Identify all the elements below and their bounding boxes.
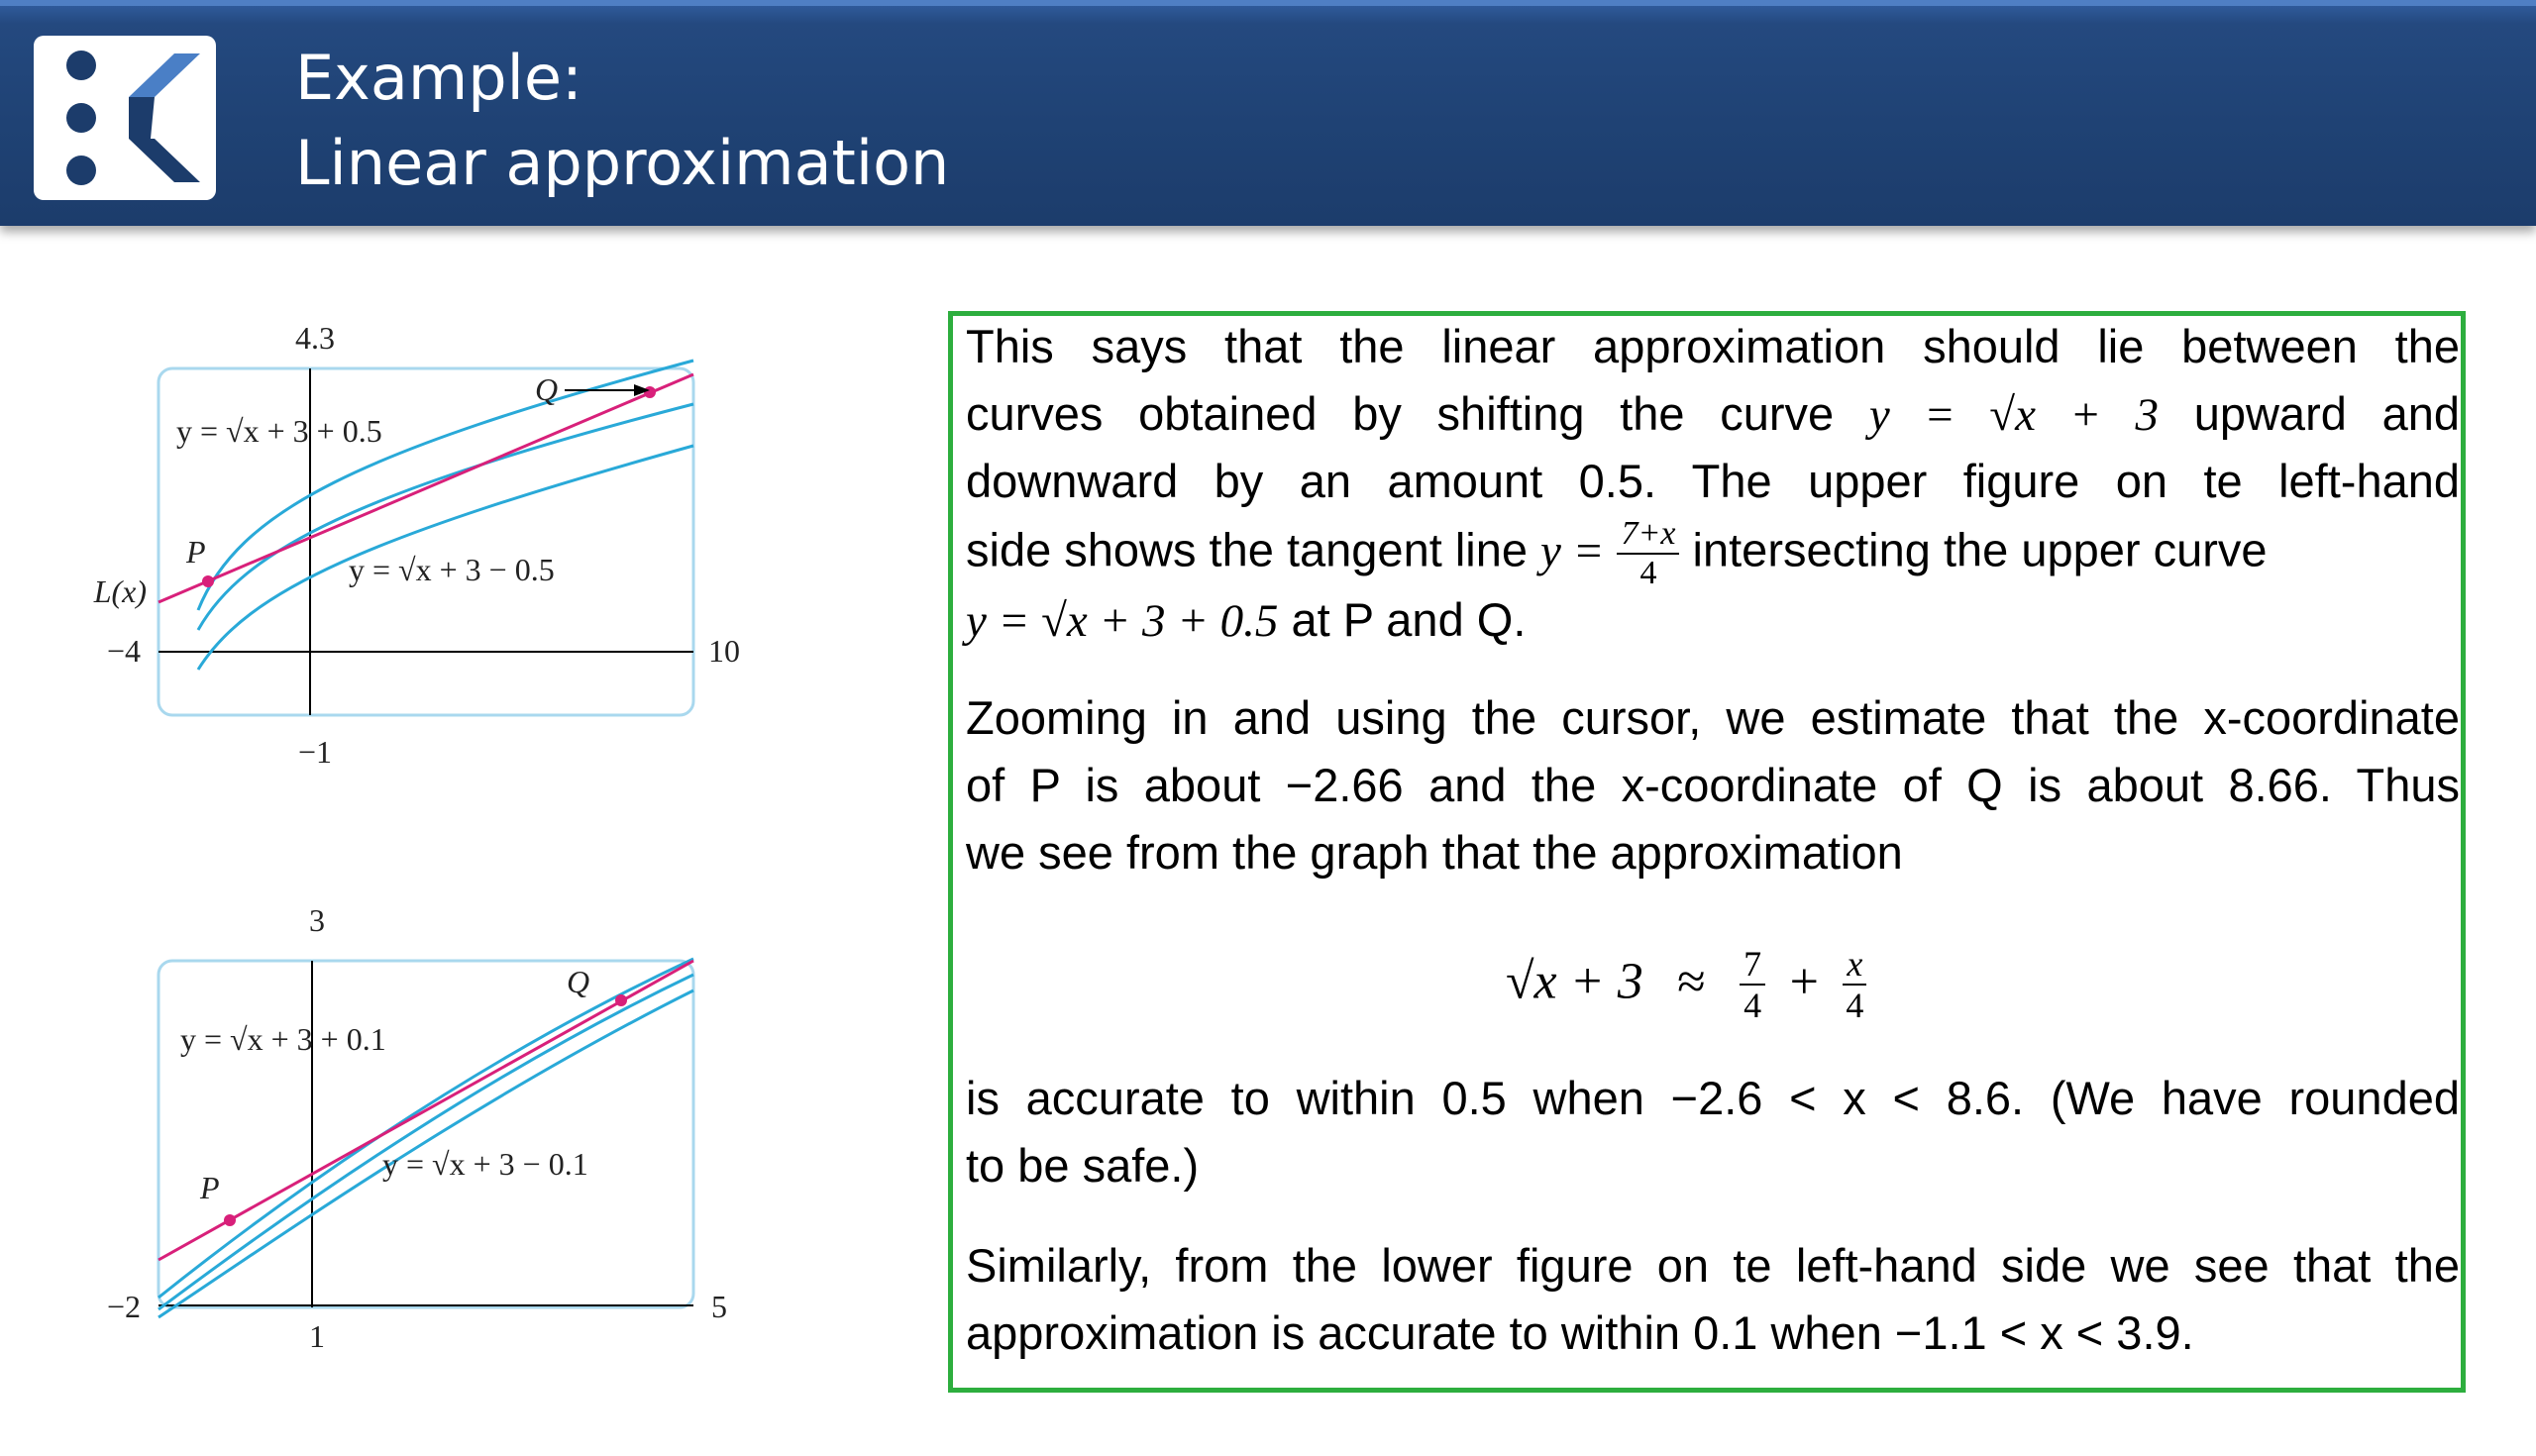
x-left-label: −4 — [106, 633, 141, 669]
x-right-label: 10 — [708, 633, 740, 669]
p2-line1: Zooming in and using the cursor, we estimate that the x-coordinate — [966, 691, 2460, 744]
p2-line3: we see from the graph that the approximation — [966, 826, 1903, 879]
y-top-label: 4.3 — [295, 320, 335, 356]
p1-line5: y = √x + 3 + 0.5 at P and Q. — [966, 593, 1527, 647]
formula-left: √x + 3 — [1506, 953, 1643, 1010]
p1-line3: downward by an amount 0.5. The upper figure on te left-hand — [966, 455, 2460, 507]
p1-line1: This says that the linear approximation should lie between the — [966, 320, 2460, 372]
p-label: P — [186, 534, 206, 570]
point-p — [202, 575, 214, 587]
y-top-label: 3 — [309, 902, 325, 938]
q-label: Q — [535, 371, 559, 407]
point-q — [644, 386, 656, 398]
slide-title-line1: Example: — [295, 42, 582, 114]
x-left-label: −2 — [106, 1289, 141, 1324]
p3-line1: is accurate to within 0.5 when −2.6 < x < 8.6. (We have rounded — [966, 1072, 2460, 1124]
lower-curve-label: y = √x + 3 − 0.1 — [382, 1146, 588, 1182]
tangent-fraction: $\frac{7+x}{4}$ — [1617, 517, 1679, 590]
p1-line4: side shows the tangent line y = $\frac{7+x}{4}$ intersecting the upper curve — [966, 515, 2268, 591]
p3-line2: to be safe.) — [966, 1139, 1200, 1192]
point-q — [615, 994, 627, 1006]
math-curve: y = √x + 3 — [1868, 389, 2159, 441]
lx-label: L(x) — [93, 573, 147, 609]
p2-line2: of P is about −2.66 and the x-coordinate of Q is about 8.66. Thus — [966, 759, 2460, 811]
y-bottom-label: −1 — [297, 734, 333, 770]
upper-curve-label: y = √x + 3 + 0.5 — [176, 413, 382, 449]
y-bottom-label: 1 — [309, 1318, 325, 1354]
x-right-label: 5 — [711, 1289, 727, 1324]
plot-frame — [158, 961, 693, 1307]
p1-line2: curves obtained by shifting the curve y = √x + 3 upward and — [966, 387, 2460, 441]
point-p — [224, 1214, 236, 1226]
upper-curve-label: y = √x + 3 + 0.1 — [180, 1021, 386, 1057]
slide-header — [0, 0, 2536, 226]
p4-line1: Similarly, from the lower figure on te left-hand side we see that the — [966, 1239, 2460, 1292]
p-label: P — [200, 1170, 220, 1205]
slide-title-line2: Linear approximation — [295, 127, 950, 199]
lower-figure — [59, 901, 773, 1456]
p4-line2: approximation is accurate to within 0.1 when −1.1 < x < 3.9. — [966, 1306, 2194, 1359]
upper-figure — [59, 313, 773, 868]
q-label: Q — [567, 964, 590, 999]
lower-curve-label: y = √x + 3 − 0.5 — [349, 552, 555, 587]
brand-logo — [34, 36, 216, 200]
